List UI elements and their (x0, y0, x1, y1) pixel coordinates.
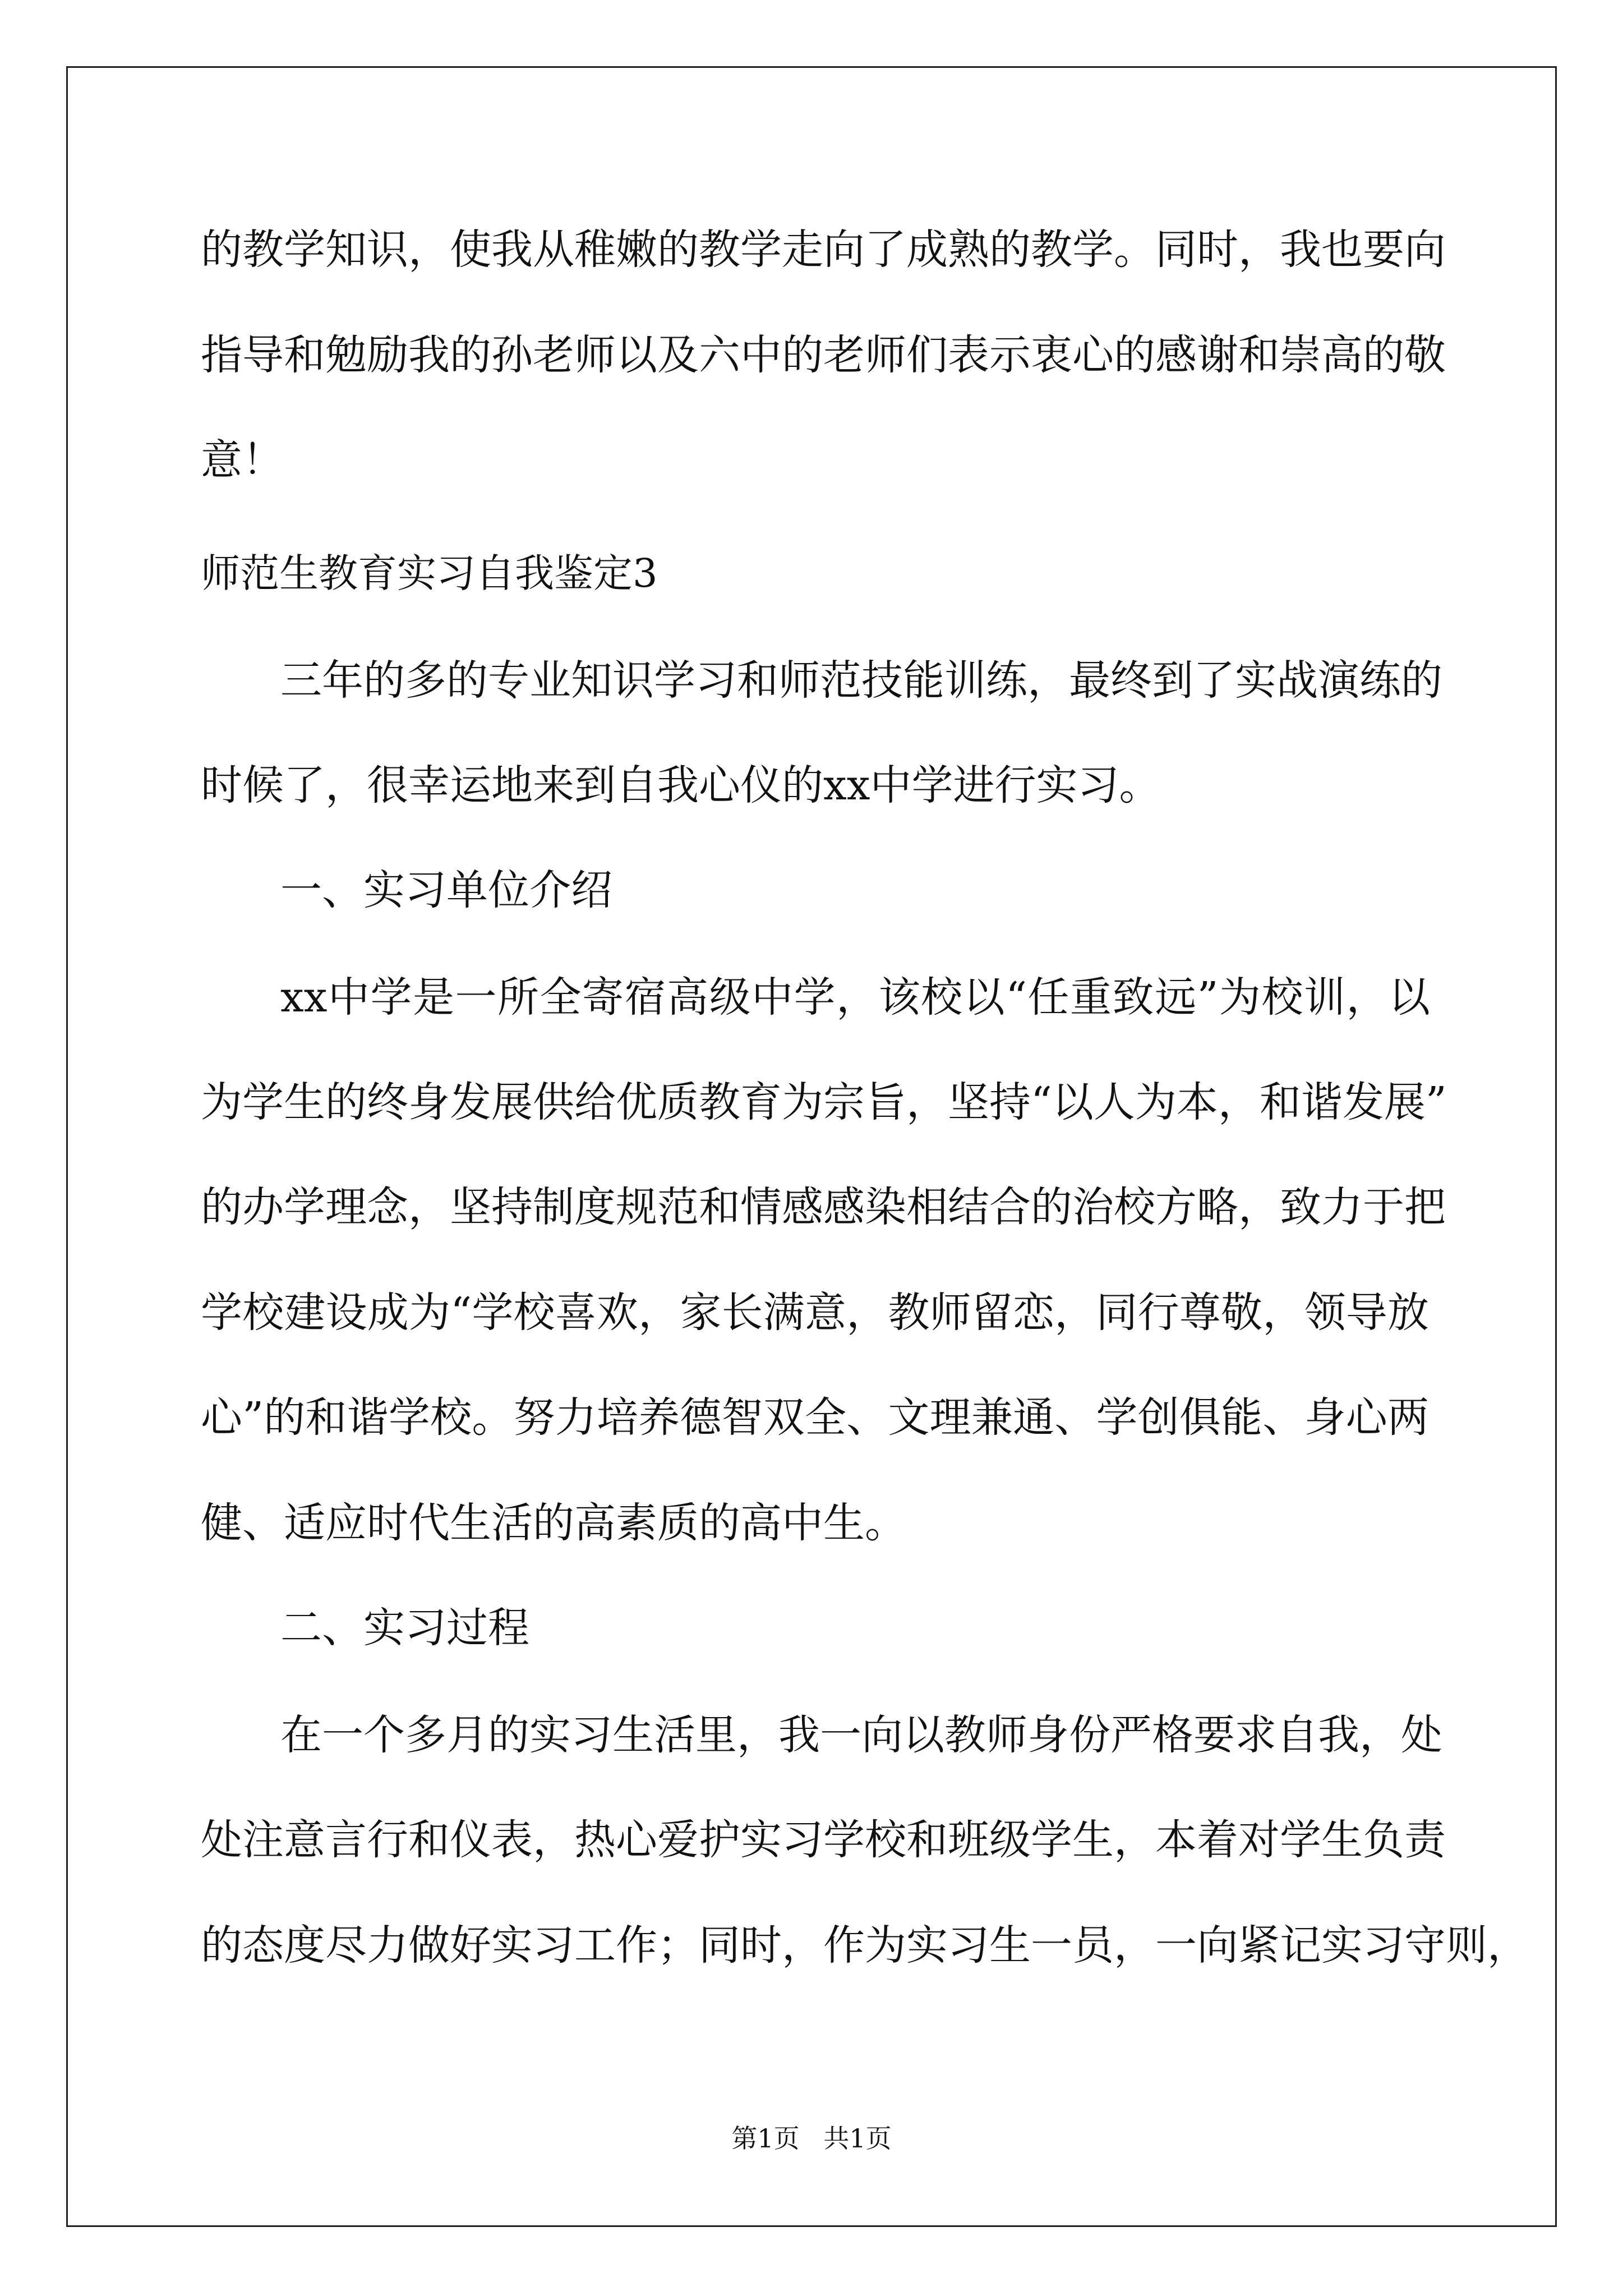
page-total: 共1页 (823, 2123, 892, 2154)
paragraph-line: xx中学是一所全寄宿高级中学，该校以“任重致远”为校训，以 (280, 973, 1430, 1022)
paragraph-line: 的态度尽力做好实习工作；同时，作为实习生一员，一向紧记实习守则， (201, 1921, 1529, 1970)
paragraph-line: 心”的和谐学校。努力培养德智双全、文理兼通、学创俱能、身心两 (201, 1393, 1429, 1442)
page-footer (0, 2122, 1623, 2155)
subsection-heading: 一、实习单位介绍 (280, 866, 612, 914)
paragraph-line: 三年的多的专业知识学习和师范技能训练，最终到了实战演练的 (280, 656, 1442, 705)
paragraph-line: 为学生的终身发展供给优质教育为宗旨，坚持“以人为本，和谐发展” (201, 1078, 1447, 1126)
paragraph-line: 健、适应时代生活的高素质的高中生。 (201, 1499, 906, 1547)
paragraph-line: 意！ (201, 436, 284, 484)
paragraph-line: 的办学理念，坚持制度规范和情感感染相结合的治校方略，致力于把 (201, 1183, 1446, 1231)
page-number: 第1页 (731, 2123, 800, 2154)
paragraph-line: 在一个多月的实习生活里，我一向以教师身份严格要求自我，处 (280, 1711, 1442, 1759)
paragraph-line: 的教学知识，使我从稚嫩的教学走向了成熟的教学。同时，我也要向 (201, 226, 1446, 274)
paragraph-line: 学校建设成为“学校喜欢，家长满意，教师留恋，同行尊敬，领导放 (201, 1289, 1429, 1337)
subsection-heading: 二、实习过程 (280, 1604, 529, 1652)
section-title: 师范生教育实习自我鉴定3 (201, 550, 658, 596)
paragraph-line: 处注意言行和仪表，热心爱护实习学校和班级学生，本着对学生负责 (201, 1816, 1446, 1864)
page-border (66, 66, 1557, 2227)
paragraph-line: 指导和勉励我的孙老师以及六中的老师们表示衷心的感谢和崇高的敬 (201, 331, 1446, 379)
paragraph-line: 时候了，很幸运地来到自我心仪的xx中学进行实习。 (201, 761, 1161, 809)
